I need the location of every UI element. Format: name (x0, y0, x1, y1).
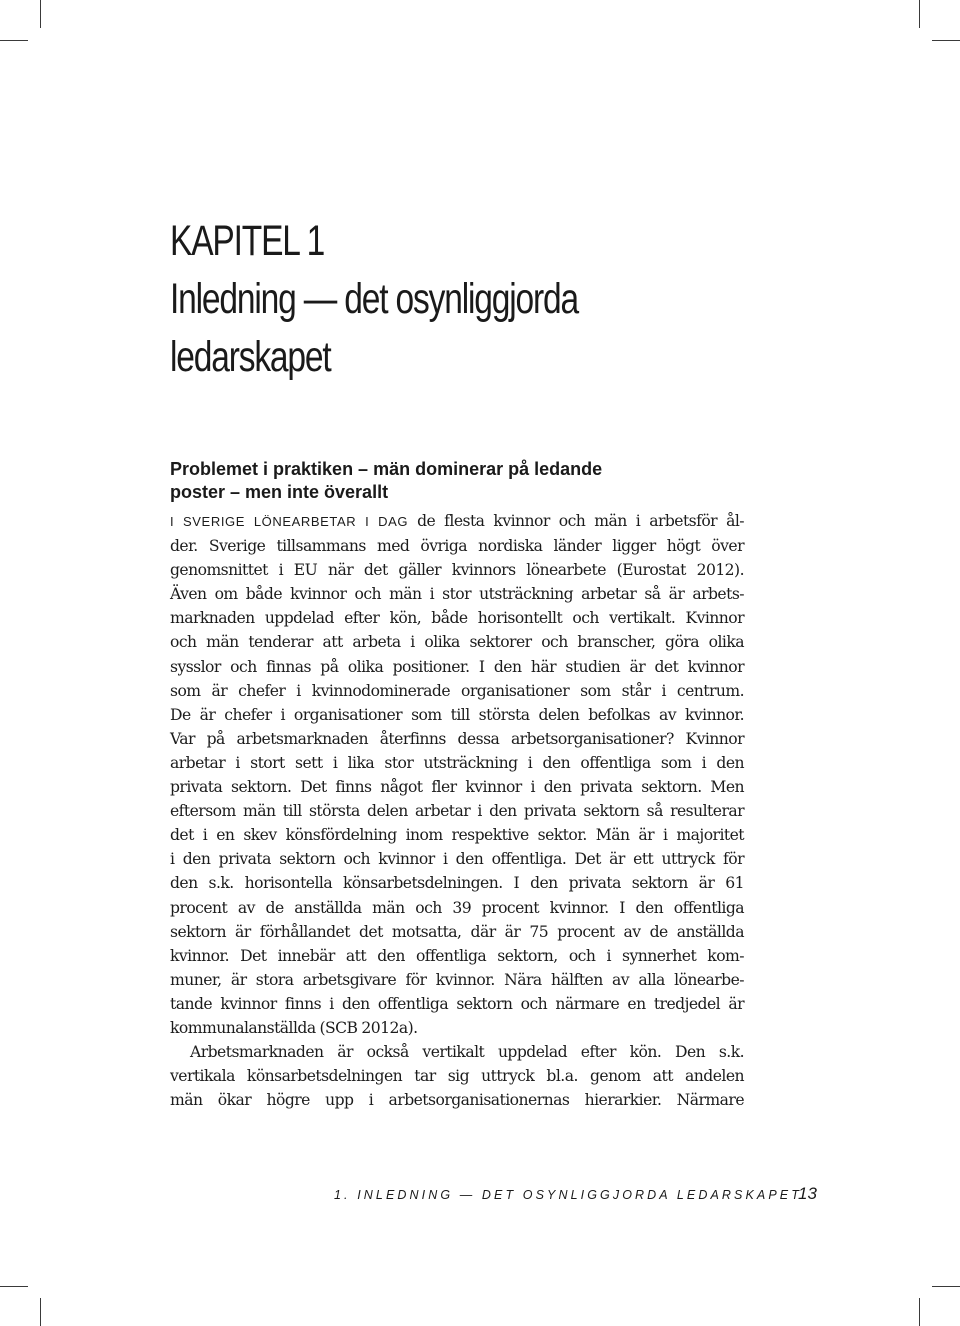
body-line: kommunalanställda (SCB 2012a). (170, 1018, 418, 1037)
crop-mark (0, 40, 28, 41)
running-footer: 1. INLEDNING — DET OSYNLIGGJORDA LEDARSKAPET (334, 1188, 802, 1202)
page-number: 13 (798, 1184, 817, 1203)
body-line: genomsnittet i EU när det gäller kvinnors lönearbete (Eurostat 2012). (170, 561, 744, 580)
body-line: procent av de anställda män och 39 procent kvinnor. I den offentliga (170, 898, 744, 917)
body-text (170, 509, 744, 1112)
crop-mark (919, 1298, 920, 1326)
body-line: eftersom män till största delen arbetar i den privata sektorn så resulterar (170, 802, 744, 821)
crop-mark (40, 0, 41, 28)
body-line: muner, är stora arbetsgivare för kvinnor. Nära hälften av alla lönearbe- (170, 970, 744, 989)
body-line: vertikala könsarbetsdelningen tar sig uttryck bl.a. genom att andelen (170, 1067, 744, 1086)
body-line: sektorn är förhållandet det motsatta, där är 75 procent av de anställda (170, 922, 744, 941)
crop-mark (919, 0, 920, 28)
body-line: den s.k. horisontella könsarbetsdelningen. I den privata sektorn är 61 (170, 874, 744, 893)
chapter-title-line-1: Inledning — det osynliggjorda (170, 275, 578, 323)
body-line: som är chefer i kvinnodominerade organisationer som står i centrum. (170, 681, 744, 700)
lead-in-small-caps: I SVERIGE LÖNEARBETAR I DAG (170, 514, 409, 529)
body-line: tande kvinnor finns i den offentliga sektorn och närmare en tredjedel är (170, 994, 744, 1013)
crop-mark (932, 40, 960, 41)
body-line: i den privata sektorn och kvinnor i den offentliga. Det är ett uttryck för (170, 850, 744, 869)
chapter-number: KAPITEL 1 (170, 217, 325, 265)
crop-mark (40, 1298, 41, 1326)
section-heading-line-1: Problemet i praktiken – män dominerar på ledande (170, 459, 603, 479)
body-line: De är chefer i organisationer som till största delen befolkas av kvinnor. (170, 705, 744, 724)
body-line: der. Sverige tillsammans med övriga nordiska länder ligger högt över (170, 537, 744, 556)
section-heading-line-2: poster – men inte överallt (170, 482, 389, 502)
crop-mark (0, 1286, 28, 1287)
body-line: arbetar i stort sett i lika stor utsträckning i den offentliga som i den (170, 753, 744, 772)
body-line: Även om både kvinnor och män i stor utsträckning arbetar så är arbets- (170, 585, 744, 604)
body-line: och män tenderar att arbeta i olika sektorer och branscher, göra olika (170, 633, 744, 652)
chapter-heading (170, 212, 654, 386)
body-line: privata sektorn. Det finns något fler kvinnor i den privata sektorn. Men (170, 778, 744, 797)
section-heading (170, 458, 730, 504)
body-line: det i en skev könsfördelning inom respektive sektor. Män är i majoritet (170, 826, 744, 845)
body-line: I SVERIGE LÖNEARBETAR I DAG de flesta kvinnor och män i arbetsför ål- (170, 512, 744, 530)
crop-mark (932, 1286, 960, 1287)
chapter-title-line-2: ledarskapet (170, 333, 331, 381)
body-line: marknaden uppdelad efter kön, både horisontellt och vertikalt. Kvinnor (170, 609, 744, 628)
body-line: män ökar högre upp i arbetsorganisationernas hierarkier. Närmare (170, 1091, 744, 1110)
body-line: sysslor och finnas på olika positioner. I den här studien är det kvinnor (170, 657, 744, 676)
body-line: Arbetsmarknaden är också vertikalt uppdelad efter kön. Den s.k. (190, 1043, 744, 1062)
body-line: kvinnor. Det innebär att den offentliga sektorn, och i synnerhet kom- (170, 946, 744, 965)
body-line: Var på arbetsmarknaden återfinns dessa arbetsorganisationer? Kvinnor (170, 729, 744, 748)
